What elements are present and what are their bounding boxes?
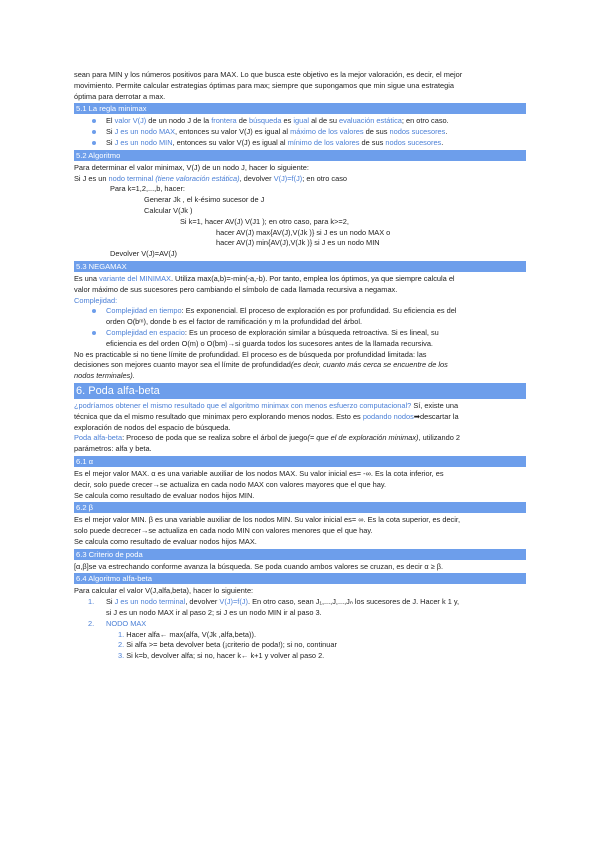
negamax-line: nodos terminales). [74, 371, 135, 381]
pruning-line: Poda alfa-beta: Proceso de poda que se realiza sobre el árbol de juego(= que el de exploración minimax), utilizando 2 [74, 433, 461, 443]
bullet-icon [92, 141, 96, 145]
pruning-line: parámetros: alfa y beta. [74, 444, 152, 454]
intro-line-1: sean para MIN y los números positivos para MAX. Lo que busca este objetivo es la mejor valoración, es decir, el mejor [74, 70, 463, 79]
list-item: 2. NODO MAX [88, 618, 147, 628]
document-page [74, 70, 526, 662]
list-item: 3. Si k=b, devolver alfa; si no, hacer k← k+1 y volver al paso 2. [118, 651, 325, 661]
alphabeta-line: si J es un nodo MAX ir al paso 2; si J es un nodo MIN ir al paso 3. [106, 608, 322, 618]
criterion-line: [α,β]se va estrechando conforme avanza la búsqueda. Se poda cuando ambos valores se cruzan, es decir α ≥ β. [74, 561, 444, 571]
algo-line: Devolver V(J)=AV(J) [110, 249, 178, 259]
alphabeta-line: Para calcular el valor V(J,alfa,beta), hacer lo siguiente: [74, 586, 254, 596]
alpha-line: Se calcula como resultado de evaluar nodos hijos MIN. [74, 490, 255, 500]
alpha-line: Es el mejor valor MAX. α es una variable auxiliar de los nodos MAX. Su valor inicial es= -∞. Es la cota inferior, es [74, 468, 444, 478]
section-5-2-heading: 5.2 Algoritmo [74, 150, 526, 161]
algo-line: Si J es un nodo terminal (tiene valoración estática), devolver V(J)=f(J); en otro caso [74, 173, 348, 183]
negamax-line: Es una variante del MINIMAX. Utiliza max(a,b)=-min(-a,-b). Por tanto, emplea los óptimos, ya que siempre calcula el [74, 273, 455, 283]
algo-line: hacer AV(J) min{AV(J),V(Jk )} si J es un nodo MIN [216, 238, 380, 248]
bullet-icon [92, 331, 96, 335]
algo-line: hacer AV(J) max{AV(J),V(Jk )} si J es un nodo MAX o [216, 227, 391, 237]
pruning-line: técnica que da el mismo resultado que minimax pero explorando menos nodos. Esto es podando nodos➡descartar la [74, 411, 459, 421]
beta-line: Es el mejor valor MIN. β es una variable auxiliar de los nodos MIN. Su valor inicial es= ∞. Es la cota superior, es decir, [74, 515, 460, 525]
complexity-line: orden O(bᵐ), donde b es el factor de ramificación y m la profundidad del árbol. [106, 317, 363, 327]
algo-line: Para determinar el valor minimax, V(J) de un nodo J, hacer lo siguiente: [74, 162, 309, 172]
section-6-2-heading: 6.2 β [74, 502, 526, 513]
complexity-list [74, 306, 526, 317]
intro-line-3: óptima para derrotar a max. [74, 91, 166, 101]
algo-line: Para k=1,2,...,b, hacer: [110, 184, 185, 194]
section-6-3-heading: 6.3 Criterio de poda [74, 549, 526, 560]
list-item: Complejidad en espacio: Es un proceso de exploración similar a búsqueda retroactiva. Si es lineal, su [74, 328, 526, 339]
list-item: Complejidad en tiempo: Es exponencial. El proceso de exploración es por profundidad. Su eficiencia es del [74, 306, 526, 317]
algo-line: Si k=1, hacer AV(J) V(J1 ); en otro caso, para k>=2, [180, 216, 349, 226]
list-item: 1. Hacer alfa← max(alfa, V(Jk ,alfa,beta)). [118, 629, 257, 639]
pruning-line: exploración de nodos del espacio de búsqueda. [74, 422, 231, 432]
beta-line: solo puede decrecer→se actualiza en cada nodo MIN con valores menores que el que hay. [74, 526, 373, 536]
complexity-line: eficiencia es del orden O(m) o O(bm)→si guarda todos los sucesores antes de la llamada recursiva. [106, 338, 433, 348]
list-item: Si J es un nodo MIN, entonces su valor V(J) es igual al mínimo de los valores de sus nodos sucesores. [74, 138, 526, 149]
section-5-3-heading: 5.3 NEGAMAX [74, 261, 526, 272]
negamax-line: decisiones son mejores cuanto mayor sea el límite de profundidad(es decir, cuanto más cerca se encuentre de los [74, 360, 448, 370]
list-item: 2. Si alfa >= beta devolver beta (¡criterio de poda!); si no, continuar [118, 640, 337, 650]
beta-line: Se calcula como resultado de evaluar nodos hijos MAX. [74, 536, 257, 546]
pruning-line: ¿podríamos obtener el mismo resultado que el algoritmo minimax con menos esfuerzo computacional? Sí, existe una [74, 400, 459, 410]
section-6-heading: 6. Poda alfa-beta [74, 383, 526, 399]
section-6-1-heading: 6.1 α [74, 456, 526, 467]
algo-line: Calcular V(Jk ) [144, 205, 193, 215]
list-item: Si J es un nodo MAX, entonces su valor V(J) es igual al máximo de los valores de sus nodos sucesores. [74, 127, 526, 138]
list-item: 1. Si J es un nodo terminal, devolver V(J)=f(J). En otro caso, sean J₁,...,J,...,Jₙ los sucesores de J. Hacer k 1 y, [88, 597, 460, 607]
bullet-icon [92, 119, 96, 123]
alpha-line: decir, solo puede crecer→se actualiza en cada nodo MAX con valores mayores que el que hay. [74, 479, 387, 489]
complexity-label: Complejidad: [74, 295, 118, 305]
section-6-4-heading: 6.4 Algoritmo alfa-beta [74, 573, 526, 584]
negamax-line: No es practicable si no tiene límite de profundidad. El proceso es de búsqueda por profundidad limitada: las [74, 349, 427, 359]
rule-list [74, 116, 526, 148]
algo-line: Generar Jk , el k-ésimo sucesor de J [144, 195, 265, 205]
section-5-1-heading: 5.1 La regla minimax [74, 103, 526, 114]
list-item: El valor V(J) de un nodo J de la frontera de búsqueda es igual al de su evaluación estática; en otro caso. [74, 116, 526, 127]
intro-line-2: movimiento. Permite calcular estrategias óptimas para max; siempre que supongamos que min sigue una estrategia [74, 80, 454, 90]
complexity-list [74, 328, 526, 339]
bullet-icon [92, 309, 96, 313]
bullet-icon [92, 130, 96, 134]
negamax-line: valor máximo de sus sucesores pero cambiando el símbolo de cada llamada recursiva a negamax. [74, 284, 398, 294]
